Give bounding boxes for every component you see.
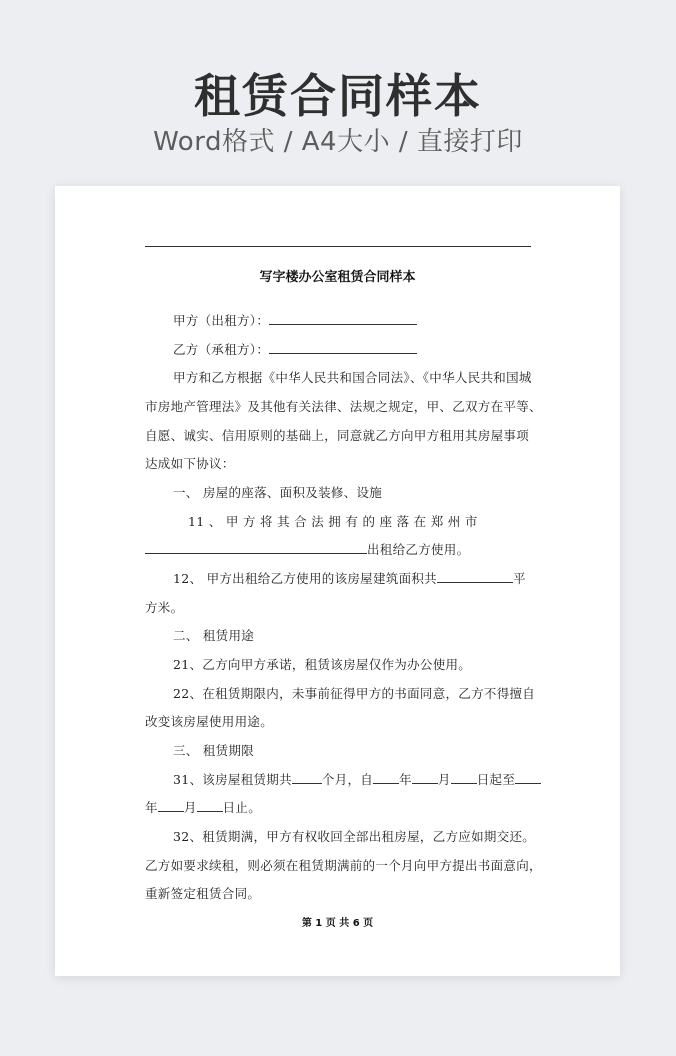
party-b-label: 乙方（承租方）： bbox=[173, 342, 270, 357]
section-3-heading: 三、 租赁期限 bbox=[173, 743, 255, 758]
banner-title: 租赁合同样本 bbox=[194, 69, 482, 123]
months-blank bbox=[292, 772, 322, 784]
section-1-heading: 一、 房屋的座落、面积及装修、设施 bbox=[173, 485, 383, 500]
start-month-blank bbox=[412, 772, 438, 784]
intro-line: 自愿、诚实、信用原则的基础上，同意就乙方向甲方租用其房屋事项 bbox=[145, 428, 530, 443]
start-year-blank bbox=[373, 772, 399, 784]
area-blank bbox=[437, 571, 513, 583]
end-year-blank bbox=[515, 772, 541, 784]
header-rule bbox=[145, 246, 531, 247]
section-2-heading: 二、 租赁用途 bbox=[173, 628, 255, 643]
clause-31-text: 日止。 bbox=[222, 800, 262, 815]
clause-22-line: 22、在租赁期限内，未事前征得甲方的书面同意，乙方不得擅自 bbox=[173, 686, 536, 701]
page-footer: 第 1 页 共 6 页 bbox=[301, 918, 374, 929]
address-blank bbox=[145, 542, 367, 554]
end-day-blank bbox=[197, 800, 223, 812]
party-a-blank bbox=[269, 313, 417, 325]
party-b-line bbox=[173, 340, 417, 358]
start-day-blank bbox=[451, 772, 477, 784]
clause-31-text: 个月，自 bbox=[321, 772, 374, 787]
clause-31-text: 年 bbox=[399, 772, 412, 787]
banner-subtitle: Word格式 / A4大小 / 直接打印 bbox=[153, 127, 523, 157]
clause-21-line: 21、乙方向甲方承诺，租赁该房屋仅作为办公使用。 bbox=[173, 657, 472, 672]
clause-32-line: 32、租赁期满，甲方有权收回全部出租房屋，乙方应如期交还。 bbox=[173, 829, 536, 844]
clause-22-cont: 改变该房屋使用用途。 bbox=[145, 714, 274, 729]
party-b-blank bbox=[269, 342, 417, 354]
clause-31-text: 日起至 bbox=[476, 772, 516, 787]
clause-31-text: 月 bbox=[437, 772, 451, 787]
party-a-label: 甲方（出租方）： bbox=[173, 313, 270, 328]
clause-11-line: 11 、 甲 方 将 其 合 法 拥 有 的 座 落 在 郑 州 市 bbox=[188, 514, 478, 529]
party-a-line bbox=[173, 311, 417, 329]
clause-12-cont: 方米。 bbox=[145, 600, 184, 615]
clause-11-text: 出租给乙方使用。 bbox=[367, 542, 470, 557]
intro-line: 甲方和乙方根据《中华人民共和国合同法》、《中华人民共和国城 bbox=[173, 370, 532, 385]
document-title: 写字楼办公室租赁合同样本 bbox=[259, 270, 416, 285]
document-page bbox=[55, 186, 620, 976]
end-month-blank bbox=[158, 800, 184, 812]
intro-line: 市房地产管理法》及其他有关法律、法规之规定，甲、乙双方在平等、 bbox=[145, 399, 542, 414]
clause-12-line bbox=[173, 569, 526, 587]
clause-31-text: 月 bbox=[183, 800, 197, 815]
clause-32-cont: 乙方如要求续租，则必须在租赁期满前的一个月向甲方提出书面意向， bbox=[145, 858, 542, 873]
clause-11-cont bbox=[145, 540, 469, 558]
clause-12-unit: 平 bbox=[512, 571, 526, 586]
clause-32-cont: 重新签定租赁合同。 bbox=[145, 886, 261, 901]
clause-31-text: 年 bbox=[145, 800, 158, 815]
intro-line: 达成如下协议： bbox=[145, 456, 235, 471]
clause-12-text: 12、 甲方出租给乙方使用的该房屋建筑面积共 bbox=[173, 571, 437, 586]
clause-31-line bbox=[173, 770, 541, 788]
clause-31-text: 31、该房屋租赁期共 bbox=[173, 772, 292, 787]
clause-31-cont bbox=[145, 798, 261, 816]
